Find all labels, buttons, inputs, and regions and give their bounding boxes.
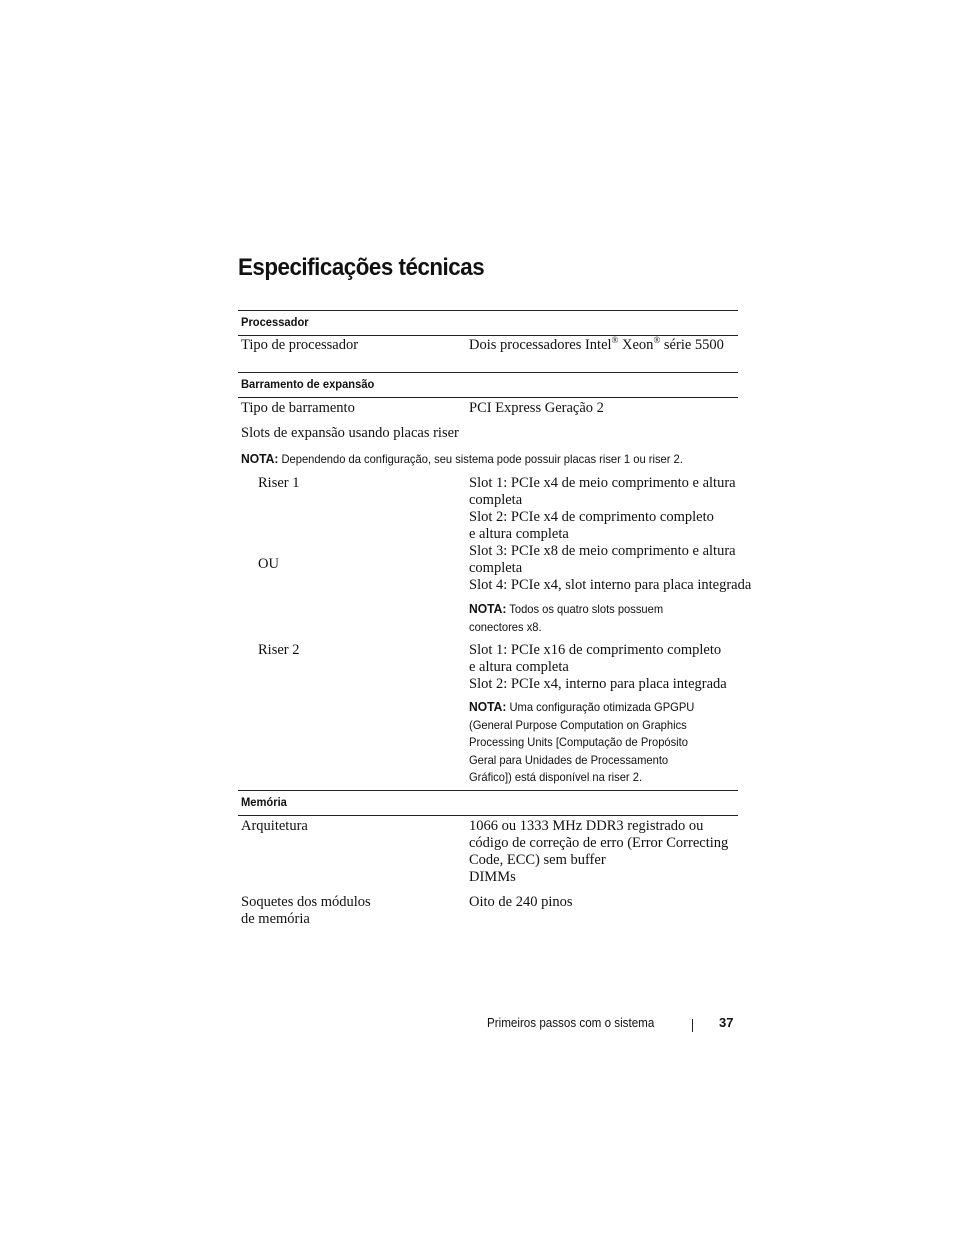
footer-section-title: Primeiros passos com o sistema	[487, 1016, 655, 1030]
riser1-slot-line: Slot 4: PCIe x4, slot interno para placa integrada	[469, 577, 752, 593]
section-rule	[238, 815, 738, 816]
riser1-slot-line: Slot 1: PCIe x4 de meio comprimento e altura	[469, 475, 736, 491]
bus-type-label: Tipo de barramento	[241, 400, 355, 416]
riser1-slot-line: completa	[469, 560, 523, 576]
riser1-slots	[469, 475, 751, 594]
riser2-slot-line: e altura completa	[469, 659, 569, 675]
section-rule	[238, 372, 738, 373]
riser2-slot-line: Slot 1: PCIe x16 de comprimento completo	[469, 642, 722, 658]
memory-sockets-value: Oito de 240 pinos	[469, 894, 573, 910]
memory-architecture-label: Arquitetura	[241, 818, 308, 834]
note-label: NOTA:	[469, 601, 507, 616]
page-number: 37	[719, 1015, 734, 1030]
expansion-slots-label: Slots de expansão usando placas riser	[241, 425, 459, 441]
memory-sockets-label: Soquetes dos módulos de memória	[241, 894, 371, 927]
memory-architecture-value: 1066 ou 1333 MHz DDR3 registrado ou código de correção de erro (Error Correcting Code, ECC) sem buffer DIMMs	[469, 818, 729, 885]
section-rule	[238, 790, 738, 791]
riser1-label: Riser 1	[258, 475, 300, 491]
table-top-rule	[238, 310, 738, 311]
section-rule	[238, 335, 738, 336]
bus-type-value: PCI Express Geração 2	[469, 400, 604, 416]
expansion-note: NOTA: Dependendo da configuração, seu sistema pode possuir placas riser 1 ou riser 2.	[241, 451, 683, 466]
riser1-note: NOTA: Todos os quatro slots possuem conectores x8.	[469, 601, 664, 634]
processor-type-value: Dois processadores Intel® Xeon® série 5500	[469, 335, 724, 353]
registered-mark: ®	[611, 335, 619, 345]
section-header-memory: Memória	[241, 795, 287, 809]
section-header-expansion: Barramento de expansão	[241, 377, 375, 391]
footer-separator	[692, 1019, 693, 1032]
registered-mark: ®	[653, 335, 661, 345]
riser1-slot-line: Slot 3: PCIe x8 de meio comprimento e altura	[469, 543, 736, 559]
riser2-slots	[469, 642, 727, 693]
section-rule	[238, 397, 738, 398]
riser1-slot-line: completa	[469, 492, 523, 508]
riser2-note: NOTA: Uma configuração otimizada GPGPU (General Purpose Computation on Graphics Processing Units [Computação de Propósito Geral para Unidades de Processamento Gráfico]) está disponível na riser 2.	[469, 699, 695, 784]
processor-type-label: Tipo de processador	[241, 337, 359, 353]
section-header-processor: Processador	[241, 315, 309, 329]
riser2-label: Riser 2	[258, 642, 300, 658]
riser2-slot-line: Slot 2: PCIe x4, interno para placa integrada	[469, 676, 727, 692]
page-title: Especificações técnicas	[238, 254, 485, 281]
note-label: NOTA:	[241, 451, 279, 466]
or-label: OU	[258, 556, 279, 572]
riser1-slot-line: Slot 2: PCIe x4 de comprimento completo	[469, 509, 714, 525]
note-label: NOTA:	[469, 699, 507, 714]
riser1-slot-line: e altura completa	[469, 526, 569, 542]
